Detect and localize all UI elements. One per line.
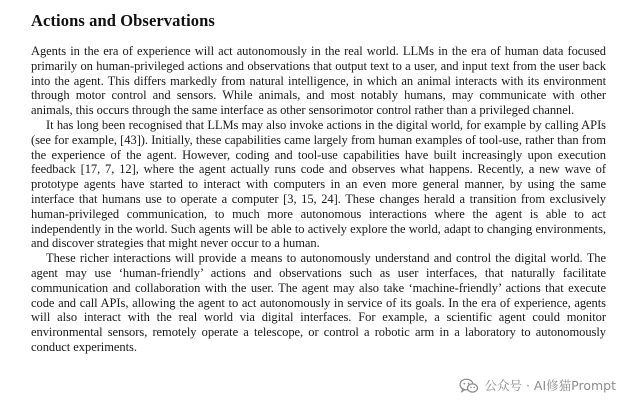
wechat-icon: [459, 378, 479, 394]
paragraph-1: Agents in the era of experience will act autonomously in the real world. LLMs in the era of human data focused primarily on human-privileged actions and observations that output text to a user, and input text from the user back into the agent. This differs markedly from natural intelligence, in which an animal interacts with its environment through motor control and sensors. While animals, and most notably humans, may communicate with other animals, this occurs through the same interface as other sensorimotor control rather than a privileged channel.: [31, 44, 606, 118]
paragraph-3: These richer interactions will provide a means to autonomously understand and control the digital world. The agent may use ‘human-friendly’ actions and observations such as user interfaces, that naturally facilitate communication and collaboration with the user. The agent may also take ‘machine-friendly’ actions that execute code and call APIs, allowing the agent to act autonomously in service of its goals. In the era of experience, agents will also interact with the real world via digital interfaces. For example, a scientific agent could monitor environmental sensors, remotely operate a telescope, or control a robotic arm in a laboratory to autonomously conduct experiments.: [31, 251, 606, 354]
watermark: [457, 377, 618, 395]
body-text: [31, 44, 606, 355]
paragraph-2: It has long been recognised that LLMs may also invoke actions in the digital world, for example by calling APIs (see for example, [43]). Initially, these capabilities came largely from human examples of tool-use, rather than from the experience of the agent. However, coding and tool-use capabilities have built increasingly upon execution feedback [17, 7, 12], where the agent actually runs code and observes what happens. Recently, a new wave of prototype agents have started to interact with computers in an even more general manner, by using the same interface that humans use to operate a computer [3, 15, 24]. These changes herald a transition from exclusively human-privileged communication, to much more autonomous interactions where the agent is able to act independently in the world. Such agents will be able to actively explore the world, adapt to changing environments, and discover strategies that might never occur to a human.: [31, 117, 606, 251]
watermark-text: 公众号 · AI修猫Prompt: [484, 378, 616, 393]
section-heading: Actions and Observations: [31, 11, 215, 30]
